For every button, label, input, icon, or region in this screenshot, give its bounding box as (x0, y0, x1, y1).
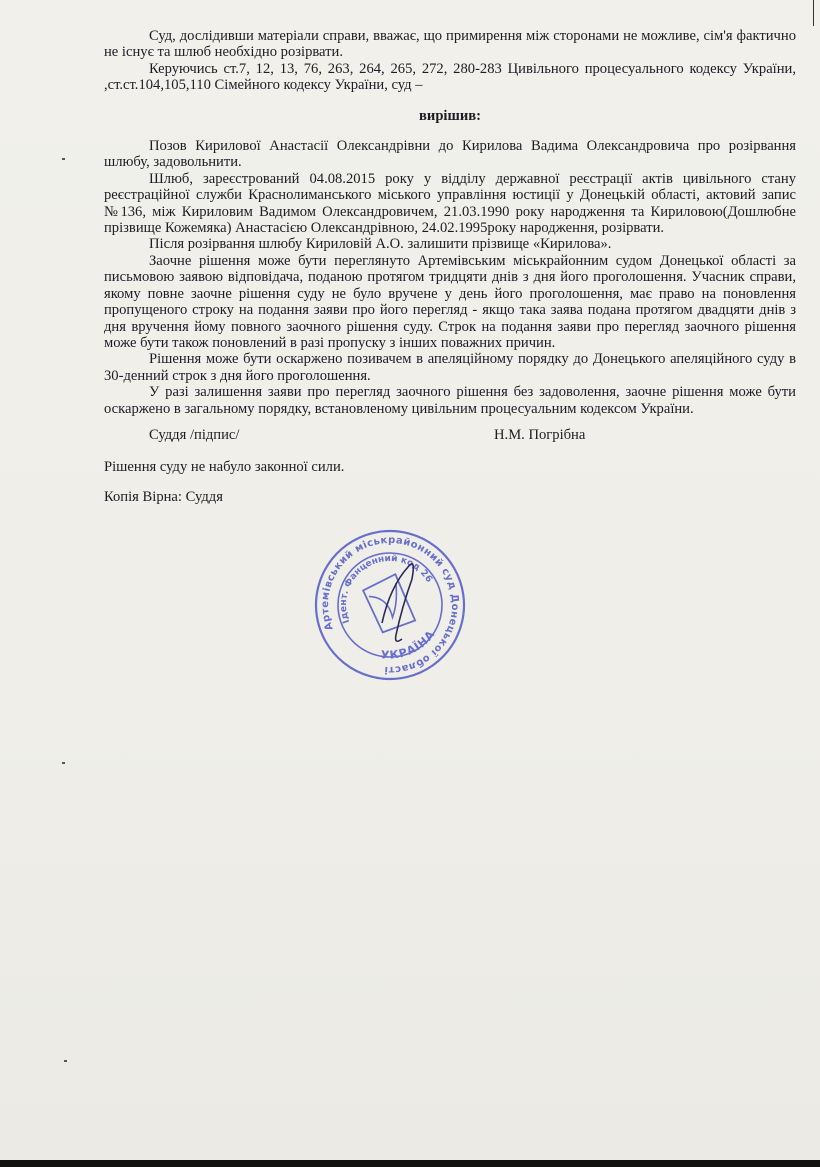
scan-speck (62, 762, 65, 764)
judge-name: Н.М. Погрібна (494, 426, 586, 443)
paragraph-claim-granted: Позов Кирилової Анастасії Олександрівни до Кирилова Вадима Олександровича про розірвання шлюбу, задовольнити. (104, 138, 796, 171)
judge-handwritten-signature (382, 564, 413, 641)
paragraph-court-finding: Суд, дослідивши матеріали справи, вважає, що примирення між сторонами не можливе, сім'я фактично не існує та шлюб необхідно розірвати. (104, 28, 796, 61)
paragraph-legal-basis: Керуючись ст.7, 12, 13, 76, 263, 264, 265, 272, 280-283 Цивільного процесуального кодексу України, ,ст.ст.104,105,110 Сімейного кодексу України, суд – (104, 60, 796, 94)
scan-speck (64, 1060, 67, 1062)
page-corner-mark (805, 0, 814, 26)
copy-certification: Копія Вірна: Суддя (104, 489, 223, 506)
scan-speck (62, 158, 65, 160)
paragraph-review-procedure: Заочне рішення може бути переглянуто Артемівським міськрайонним судом Донецької області за письмовою заявою відповідача, поданою протягом тридцяти днів з дня його проголошення. Учасник справи, якому повне заочне рішення суду не було вручене у день його проголошення, має право на поновлення пропущеного строку на подання заяви про його перегляд - якщо така заява подана протягом двадцяти днів з дня вручення йому повного заочного рішення суду. Строк на подання заяви про перегляд заочного рішення може бути також поновлений в разі пропуску з інших поважних причин. (104, 252, 796, 351)
paragraph-surname: Після розірвання шлюбу Кириловій А.О. залишити прізвище «Кирилова». (149, 236, 612, 253)
court-stamp (312, 527, 468, 683)
paragraph-general-appeal: У разі залишення заяви про перегляд заочного рішення без задоволення, заочне рішення може бути оскаржено в загальному порядку, встановленому цивільним процесуальним кодексом України. (104, 384, 796, 417)
stamp-outer-text: Артемівський міськрайонний суд Донецької області (319, 534, 461, 676)
scan-bottom-edge (0, 1160, 820, 1167)
decision-heading: вирішив: (419, 107, 481, 124)
paragraph-appeal: Рішення може бути оскаржено позивачем в апеляційному порядку до Донецького апеляційного суду в 30-денний строк з дня його проголошення. (104, 351, 796, 384)
paragraph-marriage-dissolved: Шлюб, зареєстрований 04.08.2015 року у відділу державної реєстрації актів цивільного стану реєстраційної служби Краснолиманського міського управління юстиції у Донецькій області, актовий запис №136, між Кириловим Вадимом Олександровичем, 21.03.1990 року народження та Кириловою(Дошлюбне прізвище Кожемяка) Анастасією Олександрівною, 24.02.1995року народження, розірвати. (104, 170, 796, 237)
judge-signature-label: Суддя /підпис/ (149, 426, 240, 443)
stamp-inner-text: Ідент. Фанценний код 26503744 (338, 553, 434, 625)
signature-row (104, 427, 796, 445)
stamp-bottom-text: УКРАЇНА (380, 627, 438, 662)
legal-force-note: Рішення суду не набуло законної сили. (104, 458, 345, 475)
document-body (104, 28, 796, 506)
